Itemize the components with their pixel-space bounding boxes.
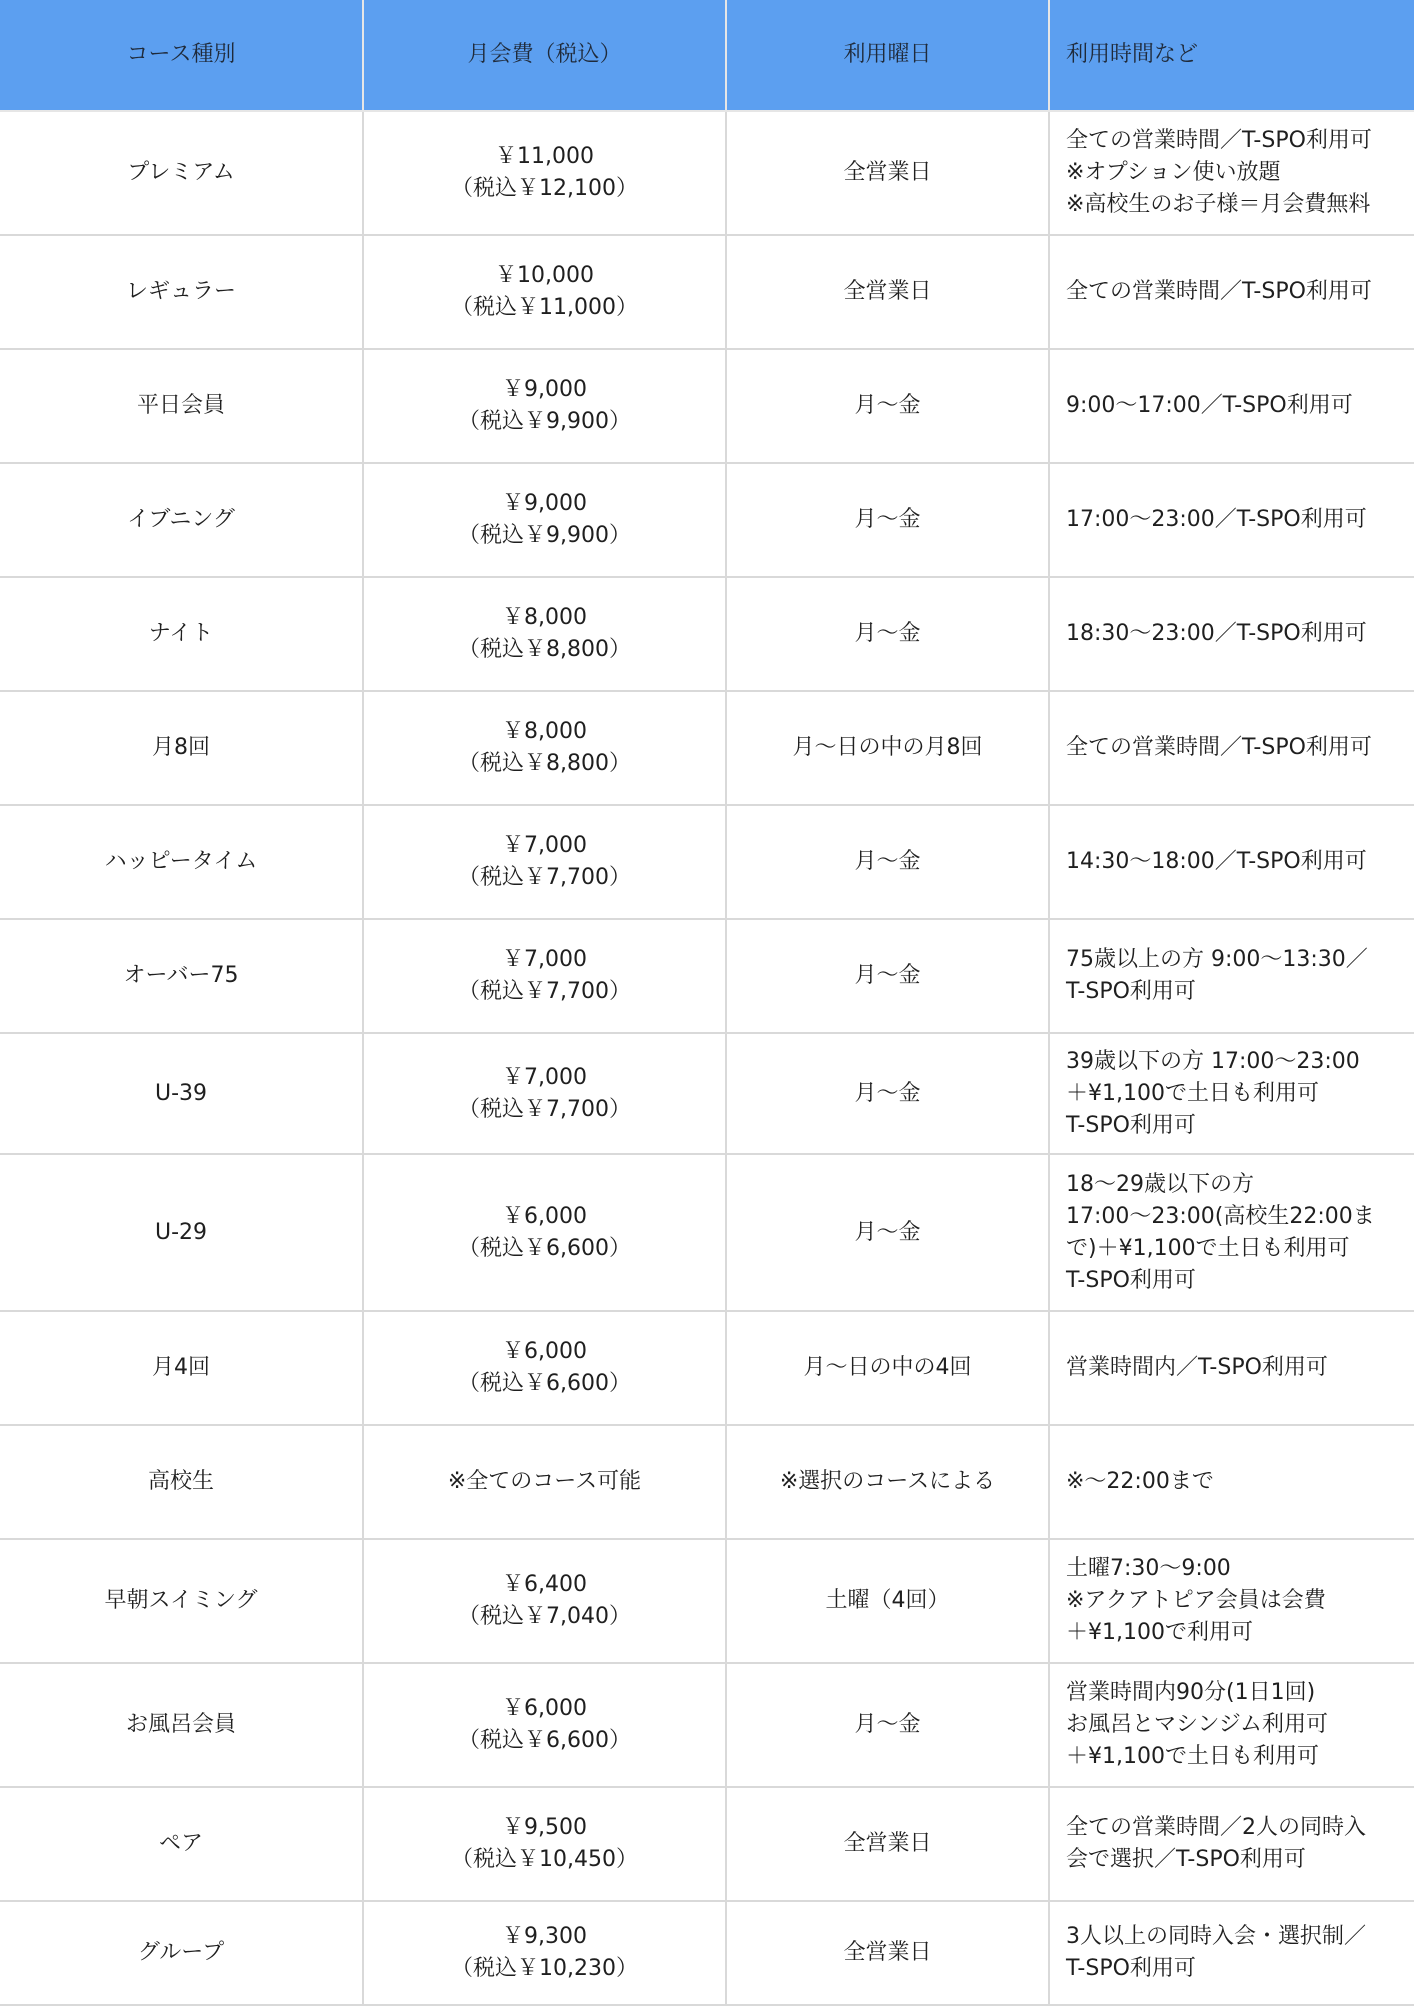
fee-amount: ￥6,400 (502, 1572, 587, 1597)
fee-tax-included: （税込￥9,900） (458, 409, 631, 434)
usage-note-line: 14:30～18:00／T-SPO利用可 (1066, 849, 1367, 874)
monthly-fee-cell (363, 463, 726, 577)
fee-tax-included: （税込￥12,100） (451, 176, 638, 201)
course-type-cell: イブニング (0, 463, 363, 577)
fee-tax-included: （税込￥8,800） (458, 637, 631, 662)
fee-tax-included: （税込￥7,700） (458, 1096, 631, 1122)
usage-note-line: 全ての営業時間／2人の同時入 (1066, 1815, 1366, 1840)
monthly-fee-cell (363, 1033, 726, 1154)
usage-note-line: 75歳以上の方 9:00～13:30／ (1066, 947, 1368, 972)
table-row (0, 1311, 1414, 1425)
fee-tax-included: （税込￥9,900） (458, 523, 631, 548)
monthly-fee-cell (363, 1901, 726, 2005)
usage-notes-cell (1049, 349, 1414, 463)
usage-note-line: 17:00～23:00／T-SPO利用可 (1066, 507, 1367, 532)
usage-days-cell: 月～金 (726, 463, 1049, 577)
course-type-cell: 高校生 (0, 1425, 363, 1539)
fee-amount: ￥11,000 (495, 144, 594, 169)
table-row (0, 577, 1414, 691)
usage-note-line: 18～29歳以下の方 (1066, 1171, 1254, 1197)
fee-amount: ￥6,000 (502, 1696, 587, 1721)
usage-note-line: 39歳以下の方 17:00～23:00 (1066, 1048, 1360, 1074)
usage-notes-cell (1049, 111, 1414, 235)
monthly-fee-cell (363, 1425, 726, 1539)
fee-amount: ￥7,000 (502, 833, 587, 858)
header-usage-days: 利用曜日 (726, 0, 1049, 111)
fee-amount: ￥10,000 (495, 263, 594, 288)
usage-note-line: 営業時間内90分(1日1回) (1066, 1680, 1316, 1705)
monthly-fee-cell (363, 919, 726, 1033)
table-row (0, 463, 1414, 577)
usage-notes-cell (1049, 1154, 1414, 1311)
usage-note-line: T-SPO利用可 (1066, 1956, 1196, 1981)
fee-amount: ￥8,000 (502, 605, 587, 630)
monthly-fee-cell (363, 805, 726, 919)
table-row (0, 1539, 1414, 1663)
usage-notes-cell (1049, 691, 1414, 805)
fee-amount: ￥6,000 (502, 1339, 587, 1364)
usage-days-cell: 全営業日 (726, 111, 1049, 235)
fee-tax-included: （税込￥7,040） (458, 1604, 631, 1629)
usage-note-line: 営業時間内／T-SPO利用可 (1066, 1355, 1328, 1380)
usage-notes-cell (1049, 1033, 1414, 1154)
usage-days-cell: ※選択のコースによる (726, 1425, 1049, 1539)
table-row (0, 1787, 1414, 1901)
fee-tax-included: （税込￥10,230） (451, 1956, 638, 1981)
usage-days-cell: 月～金 (726, 577, 1049, 691)
usage-note-line: T-SPO利用可 (1066, 979, 1196, 1004)
usage-days-cell: 全営業日 (726, 1901, 1049, 2005)
table-row (0, 691, 1414, 805)
monthly-fee-cell (363, 1787, 726, 1901)
usage-note-line: ＋¥1,100で利用可 (1066, 1620, 1253, 1645)
usage-days-cell: 全営業日 (726, 1787, 1049, 1901)
usage-days-cell: 月～日の中の月8回 (726, 691, 1049, 805)
fee-amount: ￥6,000 (502, 1203, 587, 1229)
usage-days-cell: 全営業日 (726, 235, 1049, 349)
monthly-fee-cell (363, 235, 726, 349)
course-type-cell: レギュラー (0, 235, 363, 349)
monthly-fee-cell (363, 111, 726, 235)
fee-amount: ￥9,000 (502, 491, 587, 516)
usage-days-cell: 月～金 (726, 919, 1049, 1033)
course-type-cell: ナイト (0, 577, 363, 691)
monthly-fee-cell (363, 691, 726, 805)
usage-note-line: 全ての営業時間／T-SPO利用可 (1066, 128, 1372, 153)
course-type-cell: 平日会員 (0, 349, 363, 463)
fee-tax-included: （税込￥7,700） (458, 979, 631, 1004)
course-type-cell: 月8回 (0, 691, 363, 805)
usage-notes-cell (1049, 919, 1414, 1033)
course-type-cell: お風呂会員 (0, 1663, 363, 1787)
usage-note-line: 3人以上の同時入会・選択制／ (1066, 1924, 1366, 1949)
table-row (0, 1663, 1414, 1787)
header-course-type: コース種別 (0, 0, 363, 111)
table-row (0, 1425, 1414, 1539)
usage-note-line: で)＋¥1,100で土日も利用可 (1066, 1235, 1350, 1261)
usage-notes-cell (1049, 577, 1414, 691)
fee-tax-included: （税込￥8,800） (458, 751, 631, 776)
table-row (0, 1033, 1414, 1154)
table-row (0, 235, 1414, 349)
usage-note-line: 会で選択／T-SPO利用可 (1066, 1847, 1306, 1872)
usage-note-line: ※高校生のお子様＝月会費無料 (1066, 192, 1371, 217)
usage-note-line: ※～22:00まで (1066, 1469, 1214, 1494)
usage-notes-cell (1049, 1311, 1414, 1425)
usage-note-line: 土曜7:30～9:00 (1066, 1556, 1231, 1581)
usage-note-line: 18:30～23:00／T-SPO利用可 (1066, 621, 1367, 646)
table-body (0, 111, 1414, 2005)
table-row (0, 919, 1414, 1033)
usage-notes-cell (1049, 1787, 1414, 1901)
course-type-cell: プレミアム (0, 111, 363, 235)
course-type-cell: オーバー75 (0, 919, 363, 1033)
usage-notes-cell (1049, 805, 1414, 919)
usage-notes-cell (1049, 1539, 1414, 1663)
usage-note-line: ※アクアトピア会員は会費 (1066, 1588, 1326, 1613)
usage-notes-cell (1049, 1663, 1414, 1787)
header-row (0, 0, 1414, 111)
table-row (0, 805, 1414, 919)
fee-tax-included: （税込￥6,600） (458, 1235, 631, 1261)
monthly-fee-cell (363, 1311, 726, 1425)
fee-tax-included: （税込￥6,600） (458, 1728, 631, 1753)
usage-note-line: T-SPO利用可 (1066, 1267, 1196, 1293)
fee-tax-included: （税込￥6,600） (458, 1371, 631, 1396)
course-type-cell: グループ (0, 1901, 363, 2005)
table-row (0, 349, 1414, 463)
usage-days-cell: 月～金 (726, 805, 1049, 919)
header-monthly-fee: 月会費（税込） (363, 0, 726, 111)
usage-notes-cell (1049, 1901, 1414, 2005)
course-type-cell: ペア (0, 1787, 363, 1901)
usage-days-cell: 月～日の中の4回 (726, 1311, 1049, 1425)
usage-days-cell: 月～金 (726, 1663, 1049, 1787)
monthly-fee-cell (363, 1539, 726, 1663)
fee-amount: ￥7,000 (502, 947, 587, 972)
course-type-cell: U-29 (0, 1154, 363, 1311)
table-header (0, 0, 1414, 111)
usage-days-cell: 月～金 (726, 349, 1049, 463)
fee-tax-included: （税込￥11,000） (451, 295, 638, 320)
usage-note-line: お風呂とマシンジム利用可 (1066, 1712, 1329, 1737)
usage-days-cell: 土曜（4回） (726, 1539, 1049, 1663)
monthly-fee-cell (363, 1154, 726, 1311)
fee-amount: ￥9,500 (502, 1815, 587, 1840)
fee-amount: ￥7,000 (502, 1064, 587, 1090)
monthly-fee-cell (363, 1663, 726, 1787)
usage-days-cell: 月～金 (726, 1154, 1049, 1311)
usage-notes-cell (1049, 463, 1414, 577)
header-usage-hours: 利用時間など (1049, 0, 1414, 111)
course-type-cell: U-39 (0, 1033, 363, 1154)
table-row (0, 1901, 1414, 2005)
usage-note-line: ＋¥1,100で土日も利用可 (1066, 1744, 1319, 1769)
usage-note-line: 全ての営業時間／T-SPO利用可 (1066, 735, 1372, 760)
usage-days-cell: 月～金 (726, 1033, 1049, 1154)
usage-note-line: 9:00～17:00／T-SPO利用可 (1066, 393, 1353, 418)
table-row (0, 111, 1414, 235)
fee-amount: ￥9,000 (502, 377, 587, 402)
usage-notes-cell (1049, 235, 1414, 349)
usage-note-line: T-SPO利用可 (1066, 1112, 1196, 1138)
course-type-cell: ハッピータイム (0, 805, 363, 919)
usage-note-line: 全ての営業時間／T-SPO利用可 (1066, 279, 1372, 304)
monthly-fee-cell (363, 349, 726, 463)
monthly-fee-cell (363, 577, 726, 691)
course-type-cell: 月4回 (0, 1311, 363, 1425)
usage-note-line: 17:00～23:00(高校生22:00ま (1066, 1203, 1375, 1229)
table-row (0, 1154, 1414, 1311)
fee-tax-included: （税込￥10,450） (451, 1847, 638, 1872)
usage-note-line: ※オプション使い放題 (1066, 160, 1281, 185)
fee-amount: ￥8,000 (502, 719, 587, 744)
fee-amount: ￥9,300 (502, 1924, 587, 1949)
course-type-cell: 早朝スイミング (0, 1539, 363, 1663)
fee-tax-included: （税込￥7,700） (458, 865, 631, 890)
usage-note-line: ＋¥1,100で土日も利用可 (1066, 1080, 1319, 1106)
usage-notes-cell (1049, 1425, 1414, 1539)
fee-amount: ※全てのコース可能 (447, 1469, 642, 1494)
